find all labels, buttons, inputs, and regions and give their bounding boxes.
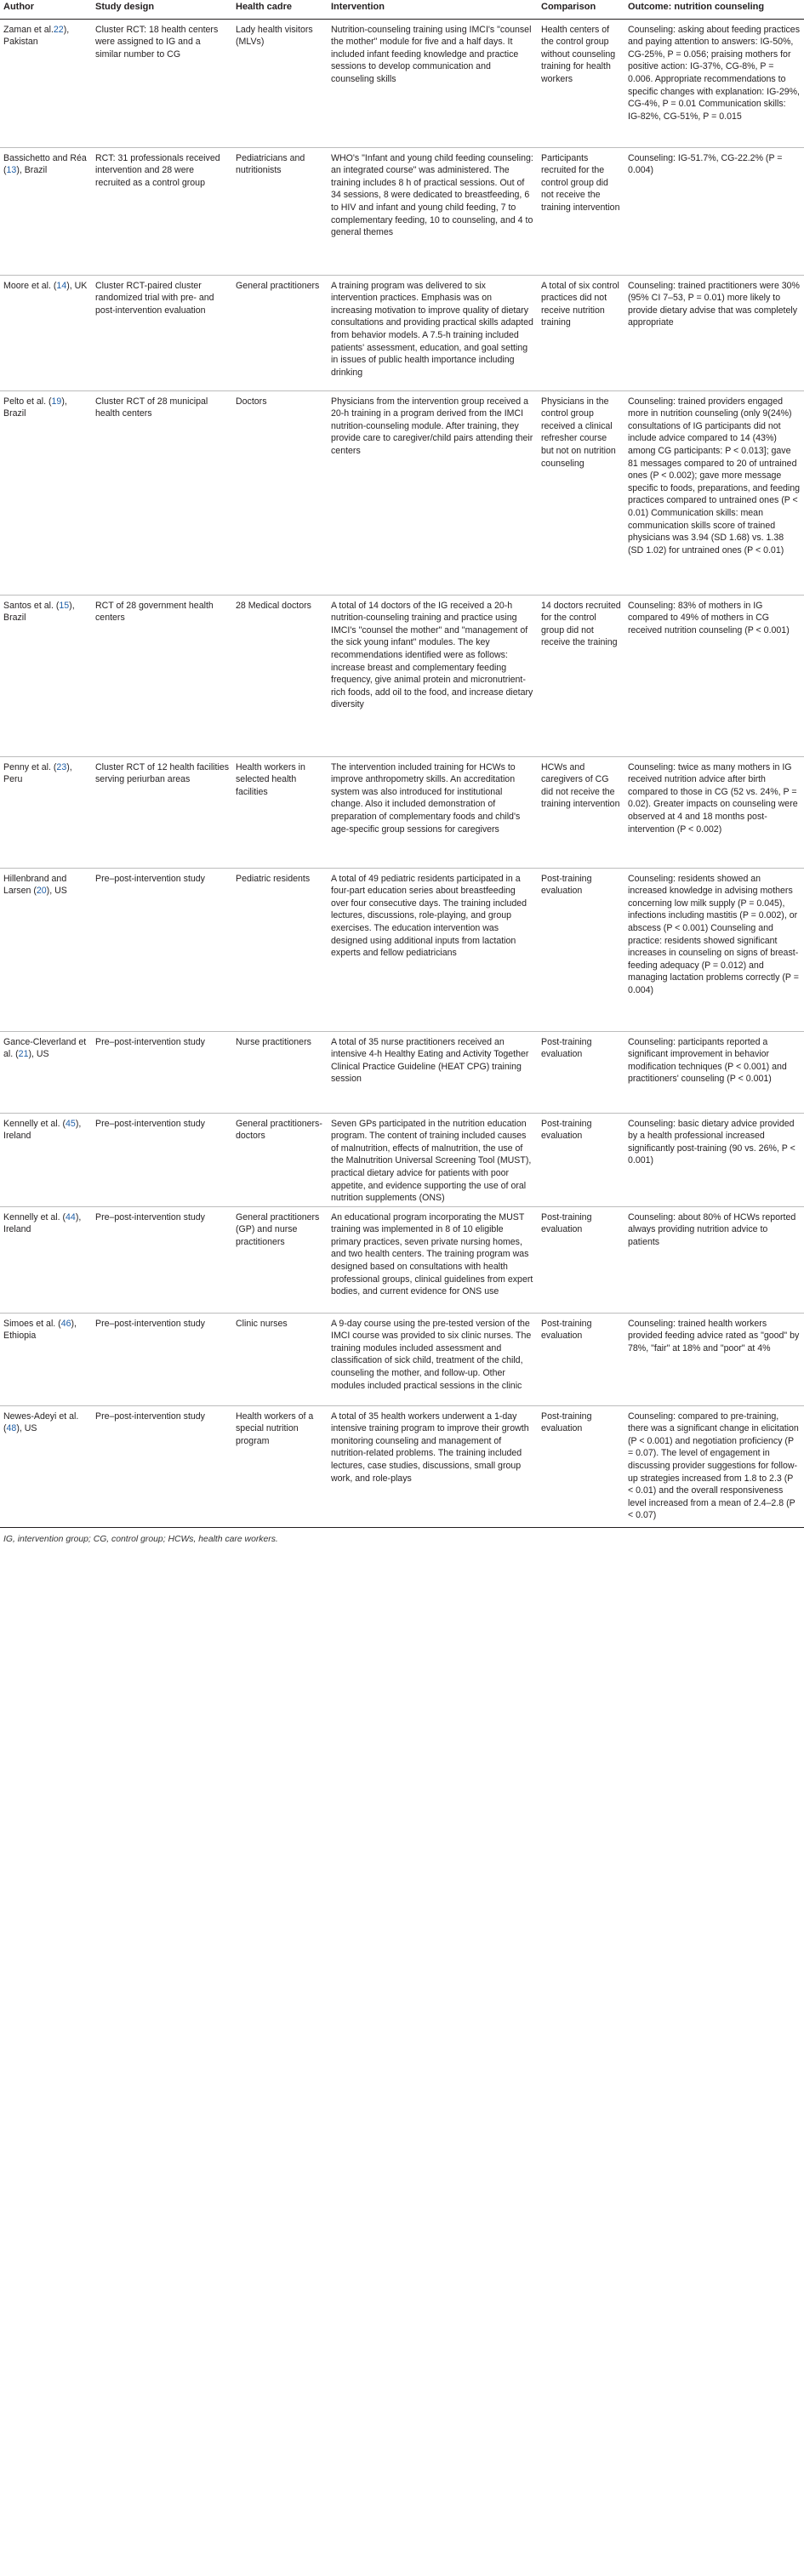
author-name: Gance-Cleverland et al. (: [3, 1036, 87, 1060]
table-row: [0, 390, 804, 595]
outcome-cell: Counseling: about 80% of HCWs reported always providing nutrition advice to patients: [624, 1206, 804, 1313]
reference-link[interactable]: 45: [66, 1118, 76, 1129]
study-design-cell: RCT of 28 government health centers: [92, 595, 232, 756]
reference-link[interactable]: 21: [18, 1049, 29, 1060]
study-design-cell: Pre–post-intervention study: [92, 1206, 232, 1313]
table-row: [0, 756, 804, 868]
author-cell: [0, 1206, 92, 1313]
header-author: Author: [0, 0, 92, 19]
author-cell: [0, 1031, 92, 1113]
author-name: Hillenbrand and Larsen (: [3, 873, 67, 897]
author-cell: [0, 595, 92, 756]
health-cadre-cell: General practitioners (GP) and nurse practitioners: [232, 1206, 328, 1313]
table-row: [0, 1206, 804, 1313]
outcome-cell: Counseling: trained providers engaged more in nutrition counseling (only 9(24%) consultations of IG participants did not include advice compared to 14 (43%) among CG participants: P < 0.013]; gave 81 messages compared to 20 of untrained ones (P < 0.002); gave more message specific to foods, preparations, and feeding practices compared to untrained ones (P < 0.01) Communication skills: mean communication skills score of trained physicians was 3.94 (SD 1.68) vs. 1.38 (SD 1.02) for untrained ones (P < 0.01): [624, 390, 804, 595]
author-name: Newes-Adeyi et al. (: [3, 1411, 79, 1434]
author-cell: [0, 147, 92, 275]
outcome-cell: Counseling: basic dietary advice provided by a health professional increased significantly post-training (90 vs. 26%, P < 0.001): [624, 1113, 804, 1206]
author-cell: [0, 275, 92, 390]
outcome-cell: Counseling: trained health workers provided feeding advice rated as "good" by 78%, "fair" at 18% and "poor" at 4%: [624, 1313, 804, 1405]
table-row: [0, 1313, 804, 1405]
intervention-cell: A training program was delivered to six intervention practices. Emphasis was on increasing motivation to improve quality of dietary consultations and providing practical skills adapted from behavior models. A 7.5-h training included patients' assessment, education, and goal setting in issues of public health importance including drinking: [328, 275, 538, 390]
outcome-cell: Counseling: trained practitioners were 30% (95% CI 7–53, P = 0.01) more likely to provide dietary advise that was completely appropriate: [624, 275, 804, 390]
outcome-cell: Counseling: residents showed an increased knowledge in advising mothers concerning low milk supply (P = 0.045), infections including mastitis (P = 0.002), or abscess (P < 0.001) Counseling and practice: residents showed significant increases in counseling on signs of breast-feeding adequacy (P = 0.012) and managing lactation problems correctly (P = 0.004): [624, 868, 804, 1031]
study-design-cell: RCT: 31 professionals received intervention and 28 were recruited as a control group: [92, 147, 232, 275]
study-design-cell: Pre–post-intervention study: [92, 1113, 232, 1206]
health-cadre-cell: Pediatricians and nutritionists: [232, 147, 328, 275]
author-country: ), Pakistan: [3, 24, 70, 48]
author-name: Santos et al. (: [3, 600, 60, 611]
author-name: Kennelly et al. (: [3, 1211, 66, 1222]
author-country: ), Peru: [3, 761, 72, 785]
reference-link[interactable]: 23: [56, 761, 67, 772]
intervention-cell: A total of 35 health workers underwent a 1-day intensive training program to improve their growth monitoring counseling and management of nutrition-related problems. The training included lectures, case studies, discussions, small group work, and role-plays: [328, 1405, 538, 1527]
comparison-cell: Post-training evaluation: [538, 1206, 624, 1313]
study-design-cell: Pre–post-intervention study: [92, 1031, 232, 1113]
reference-link[interactable]: 22: [53, 24, 64, 35]
author-cell: [0, 1313, 92, 1405]
study-design-cell: Cluster RCT of 12 health facilities serving periurban areas: [92, 756, 232, 868]
health-cadre-cell: Health workers of a special nutrition program: [232, 1405, 328, 1527]
reference-link[interactable]: 46: [60, 1318, 71, 1329]
comparison-cell: Post-training evaluation: [538, 1313, 624, 1405]
intervention-cell: The intervention included training for HCWs to improve anthropometry skills. An accreditation system was also introduced for institutional change. Also it included demonstration of preparation of complementary foods and child's age-specific group sessions for caregivers: [328, 756, 538, 868]
author-country: ), US: [16, 1423, 37, 1434]
author-name: Zaman et al.: [3, 24, 54, 35]
comparison-cell: Post-training evaluation: [538, 1113, 624, 1206]
outcome-cell: Counseling: asking about feeding practices and paying attention to answers: IG-50%, CG-25%, P = 0.056; praising mothers for positive action: IG-37%, CG-8%, P = 0.006. Appropriate recommendations to specific changes with explanation: IG-29%, CG-4%, P = 0.01 Communication skills: IG-82%, CG-51%, P = 0.015: [624, 19, 804, 147]
table-footnote: IG, intervention group; CG, control group; HCWs, health care workers.: [3, 1534, 278, 1544]
table-row: [0, 1031, 804, 1113]
intervention-cell: Seven GPs participated in the nutrition education program. The content of training included causes of malnutrition, effects of malnutrition, the use of the Malnutrition Universal Screening Tool (MUST), practical dietary advice for patients with poor appetite, and evidence supporting the use of oral nutrition supplements (ONS): [328, 1113, 538, 1206]
table-row: [0, 1405, 804, 1527]
author-name: Penny et al. (: [3, 761, 57, 772]
intervention-cell: WHO's "Infant and young child feeding counseling: an integrated course" was administered. The training includes 8 h of practical sessions. Out of 34 sessions, 8 were dedicated to breastfeeding, 6 to HIV and infant and young child feeding, 7 to complementary feeding, 10 to counseling, and 4 to general themes: [328, 147, 538, 275]
header-intervention: Intervention: [328, 0, 538, 19]
outcome-cell: Counseling: participants reported a significant improvement in behavior modification techniques (P < 0.001) and practitioners' counseling (P < 0.001): [624, 1031, 804, 1113]
study-design-cell: Pre–post-intervention study: [92, 868, 232, 1031]
intervention-cell: Nutrition-counseling training using IMCI's "counsel the mother" module for five and a half days. It included infant feeding knowledge and practice sessions to develop communication and counseling skills: [328, 19, 538, 147]
comparison-cell: A total of six control practices did not receive nutrition training: [538, 275, 624, 390]
table-row: [0, 868, 804, 1031]
outcome-cell: Counseling: compared to pre-training, there was a significant change in elicitation (P < 0.001) and negotiation proficiency (P = 0.07). The level of engagement in discussing provider suggestions for follow-up strategies increased from 1.8 to 2.3 (P < 0.01) and the overall responsiveness level increased from a mean of 2.4–2.8 (P < 0.07): [624, 1405, 804, 1527]
health-cadre-cell: Health workers in selected health facilities: [232, 756, 328, 868]
author-cell: [0, 390, 92, 595]
table-header-row: [0, 0, 804, 19]
comparison-cell: 14 doctors recruited for the control group did not receive the training: [538, 595, 624, 756]
comparison-cell: Participants recruited for the control group did not receive the training intervention: [538, 147, 624, 275]
header-health-cadre: Health cadre: [232, 0, 328, 19]
health-cadre-cell: Doctors: [232, 390, 328, 595]
reference-link[interactable]: 48: [6, 1423, 17, 1434]
table-row: [0, 147, 804, 275]
reference-link[interactable]: 15: [59, 600, 70, 611]
health-cadre-cell: Pediatric residents: [232, 868, 328, 1031]
author-country: ), US: [46, 886, 67, 897]
health-cadre-cell: Clinic nurses: [232, 1313, 328, 1405]
study-design-cell: Pre–post-intervention study: [92, 1405, 232, 1527]
comparison-cell: HCWs and caregivers of CG did not receive the training intervention: [538, 756, 624, 868]
reference-link[interactable]: 19: [51, 396, 62, 407]
author-cell: [0, 756, 92, 868]
health-cadre-cell: General practitioners: [232, 275, 328, 390]
table-row: [0, 1113, 804, 1206]
intervention-cell: A total of 35 nurse practitioners received an intensive 4-h Healthy Eating and Activity Together Clinical Practice Guideline (HEAT CPG) training session: [328, 1031, 538, 1113]
study-design-cell: Cluster RCT-paired cluster randomized trial with pre- and post-intervention evaluation: [92, 275, 232, 390]
health-cadre-cell: Nurse practitioners: [232, 1031, 328, 1113]
comparison-cell: Health centers of the control group without counseling training for health workers: [538, 19, 624, 147]
intervention-cell: A total of 14 doctors of the IG received a 20-h nutrition-counseling training and practice using IMCI's "counsel the mother" and "management of the sick young infant" modules. The key recommendations identified were as follows: increase breast and complementary feeding frequency, give animal protein and micronutrient-rich foods, add oil to the food, and increase dietary diversity: [328, 595, 538, 756]
author-country: ), Brazil: [3, 396, 67, 419]
author-country: ), Ireland: [3, 1211, 82, 1235]
comparison-cell: Post-training evaluation: [538, 868, 624, 1031]
table-row: [0, 595, 804, 756]
outcome-cell: Counseling: 83% of mothers in IG compared to 49% of mothers in CG received nutrition counseling (P < 0.001): [624, 595, 804, 756]
intervention-cell: A 9-day course using the pre-tested version of the IMCI course was provided to six clinic nurses. The training modules included assessment and classification of sick child, treatment of the child, counseling the mother, and follow-up. Other modules included practical sessions in the clinic: [328, 1313, 538, 1405]
health-cadre-cell: 28 Medical doctors: [232, 595, 328, 756]
table-row: [0, 275, 804, 390]
author-cell: [0, 1113, 92, 1206]
author-country: ), US: [28, 1049, 49, 1060]
author-country: ), UK: [66, 280, 88, 291]
intervention-cell: An educational program incorporating the MUST training was implemented in 8 of 10 eligible primary practices, seven private nursing homes, and two health centers. The training program was designed based on consultations with health professional groups, clinical guidelines from expert bodies, and current evidence for ONS use: [328, 1206, 538, 1313]
intervention-cell: Physicians from the intervention group received a 20-h training in a program derived from the IMCI nutrition-counseling module. After training, they provide care to caregiver/child pairs attending their centers: [328, 390, 538, 595]
comparison-cell: Post-training evaluation: [538, 1031, 624, 1113]
outcome-cell: Counseling: twice as many mothers in IG received nutrition advice after birth compared to those in CG (52 vs. 24%, P = 0.02). Greater impacts on counseling were observed at 4 and 18 months post-intervention (P < 0.002): [624, 756, 804, 868]
author-name: Moore et al. (: [3, 280, 57, 291]
study-design-cell: Pre–post-intervention study: [92, 1313, 232, 1405]
reference-link[interactable]: 44: [66, 1211, 76, 1222]
intervention-cell: A total of 49 pediatric residents participated in a four-part education series about breastfeeding over four consecutive days. The training included lectures, discussions, role-playing, and group exercises. The education intervention was designed using additional inputs from lactation experts and fellow pediatricians: [328, 868, 538, 1031]
author-country: ), Ethiopia: [3, 1318, 77, 1342]
header-study-design: Study design: [92, 0, 232, 19]
reference-link[interactable]: 20: [36, 886, 47, 897]
comparison-cell: Physicians in the control group received a clinical refresher course but not on nutrition counseling: [538, 390, 624, 595]
author-name: Simoes et al. (: [3, 1318, 61, 1329]
author-cell: [0, 19, 92, 147]
author-cell: [0, 868, 92, 1031]
reference-link[interactable]: 13: [6, 165, 17, 176]
comparison-cell: Post-training evaluation: [538, 1405, 624, 1527]
outcome-cell: Counseling: IG-51.7%, CG-22.2% (P = 0.004): [624, 147, 804, 275]
author-cell: [0, 1405, 92, 1527]
reference-link[interactable]: 14: [56, 280, 67, 291]
header-outcome: Outcome: nutrition counseling: [624, 0, 804, 19]
author-country: ), Brazil: [3, 600, 75, 624]
author-name: Pelto et al. (: [3, 396, 52, 407]
study-design-cell: Cluster RCT: 18 health centers were assigned to IG and a similar number to CG: [92, 19, 232, 147]
study-design-cell: Cluster RCT of 28 municipal health centers: [92, 390, 232, 595]
author-country: ), Brazil: [16, 165, 48, 176]
health-cadre-cell: General practitioners-doctors: [232, 1113, 328, 1206]
table-body: [0, 19, 804, 1527]
author-country: ), Ireland: [3, 1118, 82, 1142]
header-comparison: Comparison: [538, 0, 624, 19]
table-row: [0, 19, 804, 147]
author-name: Bassichetto and Réa (: [3, 152, 87, 176]
health-cadre-cell: Lady health visitors (MLVs): [232, 19, 328, 147]
author-name: Kennelly et al. (: [3, 1118, 66, 1129]
